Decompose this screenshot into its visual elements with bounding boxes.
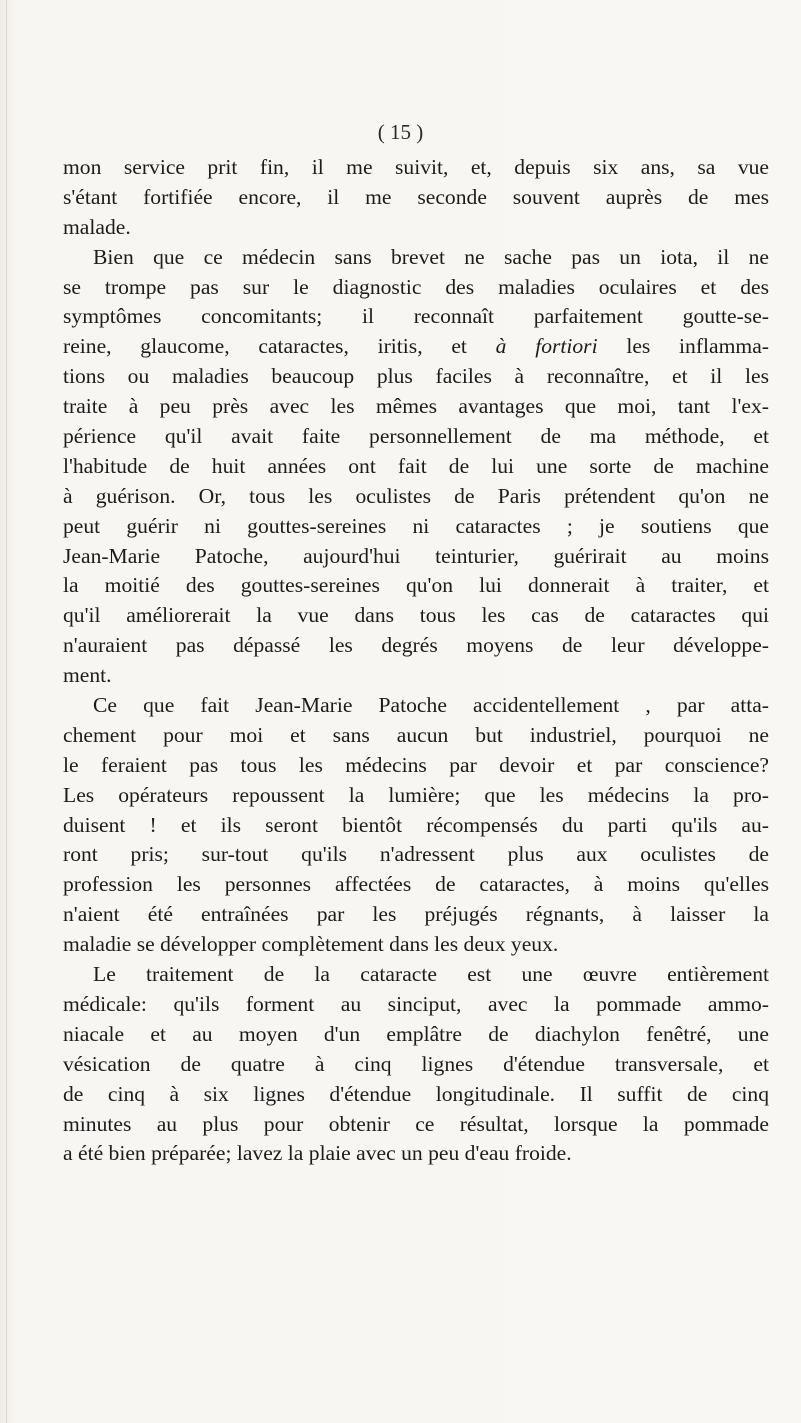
text-line: [63, 332, 769, 362]
text-line: s'étant fortifiée encore, il me seconde souvent auprès de mes: [63, 184, 769, 209]
text-line: périence qu'il avait faite personnellement de ma méthode, et: [63, 424, 769, 449]
body-text: [63, 153, 769, 1169]
text-line: la moitié des gouttes-sereines qu'on lui donnerait à traiter, et: [63, 573, 769, 598]
text-line: maladie se développer complètement dans les deux yeux.: [63, 932, 559, 957]
page-number: ( 15 ): [377, 120, 424, 144]
text-line: chement pour moi et sans aucun but industriel, pourquoi ne: [63, 722, 769, 747]
text-line: Les opérateurs repoussent la lumière; que les médecins la pro-: [63, 782, 769, 807]
text-line: Jean-Marie Patoche, aujourd'hui teinturier, guérirait au moins: [63, 543, 769, 568]
text-line: malade.: [63, 214, 131, 239]
text-line: niacale et au moyen d'un emplâtre de diachylon fenêtré, une: [63, 1021, 769, 1046]
text-line: l'habitude de huit années ont fait de lui une sorte de machine: [63, 453, 769, 478]
text-run: reine, glaucome, cataractes, iritis, et: [63, 334, 496, 359]
text-line: le feraient pas tous les médecins par devoir et par conscience?: [63, 752, 769, 777]
text-line: se trompe pas sur le diagnostic des maladies oculaires et des: [63, 274, 769, 299]
italic-phrase: à fortiori: [495, 334, 598, 359]
text-line: traite à peu près avec les mêmes avantages que moi, tant l'ex-: [63, 394, 769, 419]
text-line: peut guérir ni gouttes-sereines ni cataractes ; je soutiens que: [63, 513, 769, 538]
text-line: Le traitement de la cataracte est une œuvre entièrement: [93, 962, 769, 987]
text-line: Ce que fait Jean-Marie Patoche accidentellement , par atta-: [93, 693, 769, 718]
text-line: minutes au plus pour obtenir ce résultat, lorsque la pommade: [63, 1111, 769, 1136]
text-line: mon service prit fin, il me suivit, et, depuis six ans, sa vue: [63, 155, 769, 179]
text-line: n'aient été entraînées par les préjugés régnants, à laisser la: [63, 902, 769, 927]
text-line: à guérison. Or, tous les oculistes de Paris prétendent qu'on ne: [63, 483, 769, 508]
text-line: ront pris; sur-tout qu'ils n'adressent plus aux oculistes de: [63, 842, 769, 867]
text-line: Bien que ce médecin sans brevet ne sache pas un iota, il ne: [93, 244, 769, 269]
text-line: profession les personnes affectées de cataractes, à moins qu'elles: [63, 872, 769, 897]
text-line: médicale: qu'ils forment au sinciput, avec la pommade ammo-: [63, 991, 769, 1016]
text-line: qu'il améliorerait la vue dans tous les cas de cataractes qui: [63, 603, 769, 628]
text-line: a été bien préparée; lavez la plaie avec un peu d'eau froide.: [63, 1141, 572, 1166]
text-line: symptômes concomitants; il reconnaît parfaitement goutte-se-: [63, 304, 769, 329]
text-line: duisent ! et ils seront bientôt récompensés du parti qu'ils au-: [63, 812, 769, 837]
text-run: les inflamma-: [597, 334, 769, 359]
text-line: tions ou maladies beaucoup plus faciles à reconnaître, et il les: [63, 364, 769, 389]
text-line: de cinq à six lignes d'étendue longitudinale. Il suffit de cinq: [63, 1081, 769, 1106]
text-line: vésication de quatre à cinq lignes d'étendue transversale, et: [63, 1051, 769, 1076]
page-edge-shadow: [6, 0, 7, 1423]
text-line: ment.: [63, 663, 112, 688]
text-line: n'auraient pas dépassé les degrés moyens de leur développe-: [63, 633, 769, 658]
